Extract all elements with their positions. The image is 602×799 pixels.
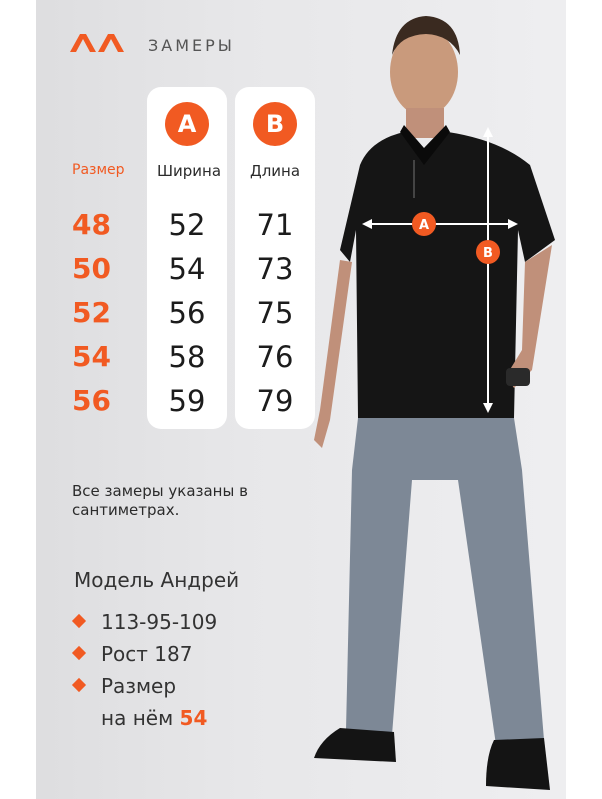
list-item	[74, 638, 217, 670]
width-cell: 56	[168, 296, 206, 330]
brand-logo-icon	[70, 32, 126, 54]
width-cell: 54	[168, 252, 206, 286]
size-cell: 50	[72, 252, 111, 285]
width-header: Ширина	[157, 162, 222, 180]
model-photo	[300, 0, 566, 799]
left-arm	[314, 260, 352, 448]
size-column	[72, 205, 111, 425]
length-cell: 71	[256, 208, 294, 242]
brand-title: ЗАМЕРЫ	[148, 36, 235, 55]
marker-b-label: B	[483, 246, 493, 261]
length-cell: 79	[256, 384, 294, 418]
badge-a: A	[165, 102, 209, 146]
length-cell: 76	[256, 340, 294, 374]
model-height: Рост 187	[101, 642, 193, 666]
size-cell: 54	[72, 340, 111, 373]
model-size-value: 54	[179, 706, 208, 730]
arrow-up-icon	[483, 127, 493, 137]
width-cell: 52	[168, 208, 206, 242]
length-cell: 75	[256, 296, 294, 330]
length-cell: 73	[256, 252, 294, 286]
pants-shape	[346, 418, 544, 745]
watch-shape	[506, 368, 530, 386]
model-size-mid: на нём	[101, 706, 174, 730]
model-size-prefix: Размер	[101, 674, 177, 698]
length-header: Длина	[250, 162, 301, 180]
size-header: Размер	[72, 162, 125, 178]
right-border	[566, 0, 602, 799]
list-item	[74, 606, 217, 638]
model-measurements: 113-95-109	[101, 610, 218, 634]
width-cell: 59	[168, 384, 206, 418]
diamond-bullet-icon	[72, 678, 86, 692]
diamond-bullet-icon	[72, 646, 86, 660]
badge-b: B	[253, 102, 297, 146]
left-border	[0, 0, 36, 799]
size-cell: 52	[72, 296, 111, 329]
size-cell: 48	[72, 208, 111, 241]
model-details-list	[74, 606, 217, 734]
measurement-note: Все замеры указаны в сантиметрах.	[72, 482, 248, 519]
model-title: Модель Андрей	[74, 568, 240, 592]
list-item	[74, 670, 217, 734]
left-shoe	[314, 728, 396, 762]
marker-a-label: A	[418, 218, 430, 233]
right-shoe	[486, 738, 550, 790]
diamond-bullet-icon	[72, 614, 86, 628]
width-column	[147, 205, 227, 425]
size-cell: 56	[72, 384, 111, 417]
width-cell: 58	[168, 340, 206, 374]
